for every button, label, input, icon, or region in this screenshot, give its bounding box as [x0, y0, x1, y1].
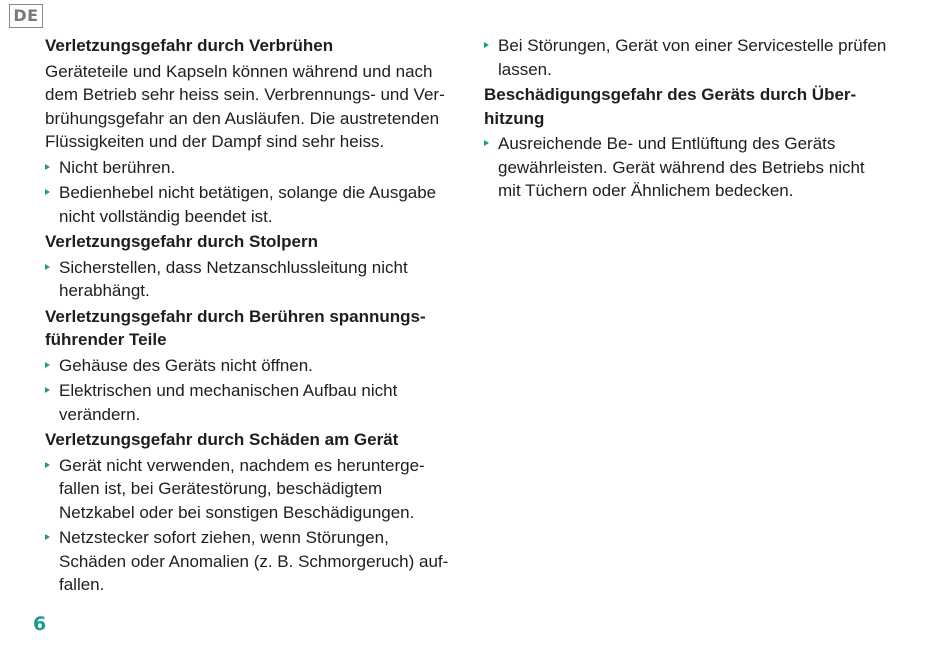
list-item	[484, 34, 909, 81]
list-item	[45, 181, 470, 228]
scalding-instructions	[45, 156, 470, 229]
list-item	[45, 526, 470, 597]
section-heading-device-damage: Verletzungsgefahr durch Schäden am Gerät	[45, 430, 399, 449]
text-line: Beschädigungsgefahr des Geräts durch Über-	[484, 85, 857, 104]
triangle-bullet-icon	[45, 387, 50, 393]
text-line: fallen.	[59, 575, 105, 594]
left-column	[45, 34, 470, 599]
text-line: Schäden oder Anomalien (z. B. Schmorgeruch) auf-	[59, 551, 449, 571]
live-parts-instructions	[45, 354, 470, 427]
page-number: 6	[33, 613, 47, 635]
text-line: herabhängt.	[59, 281, 150, 300]
text-line: hitzung	[484, 108, 545, 128]
list-item	[45, 156, 470, 180]
text-line: Gerät nicht verwenden, nachdem es herunterge-	[59, 455, 425, 475]
text-line: dem Betrieb sehr heiss sein. Verbrennungs- und Ver-	[45, 85, 445, 104]
text-line: verändern.	[59, 404, 141, 424]
triangle-bullet-icon	[45, 462, 50, 468]
text-line: gewährleisten. Gerät während des Betriebs nicht	[498, 157, 865, 177]
text-line: Verletzungsgefahr durch Berühren spannungs-	[45, 306, 426, 326]
list-item	[45, 256, 470, 303]
section-heading-overheating	[484, 83, 909, 130]
triangle-bullet-icon	[45, 534, 50, 540]
device-damage-instructions	[45, 454, 470, 597]
list-item	[45, 379, 470, 426]
scalding-description	[45, 60, 470, 154]
text-line: mit Tüchern oder Ähnlichem bedecken.	[498, 181, 794, 200]
triangle-bullet-icon	[45, 189, 50, 195]
triangle-bullet-icon	[45, 164, 50, 170]
text-line: fallen ist, bei Gerätestörung, beschädigtem	[59, 479, 383, 498]
text-line: Sicherstellen, dass Netzanschlussleitung nicht	[59, 257, 408, 277]
text-line: Geräteteile und Kapseln können während und nach	[45, 61, 433, 81]
section-heading-live-parts	[45, 305, 470, 352]
text-line: Bedienhebel nicht betätigen, solange die Ausgabe	[59, 183, 437, 202]
text-line: Netzkabel oder bei sonstigen Beschädigungen.	[59, 502, 415, 522]
triangle-bullet-icon	[45, 362, 50, 368]
text-line: Elektrischen und mechanischen Aufbau nicht	[59, 381, 398, 400]
text-line: Netzstecker sofort ziehen, wenn Störungen,	[59, 528, 389, 547]
right-column	[484, 34, 909, 205]
service-instructions	[484, 34, 909, 81]
text-line: Ausreichende Be- und Entlüftung des Geräts	[498, 134, 836, 153]
text-line: lassen.	[498, 59, 552, 79]
triangle-bullet-icon	[484, 42, 489, 48]
section-heading-tripping: Verletzungsgefahr durch Stolpern	[45, 232, 318, 251]
triangle-bullet-icon	[45, 264, 50, 270]
list-item	[484, 132, 909, 203]
list-item	[45, 454, 470, 525]
section-heading-scalding: Verletzungsgefahr durch Verbrühen	[45, 36, 334, 55]
triangle-bullet-icon	[484, 140, 489, 146]
text-line: Bei Störungen, Gerät von einer Servicestelle prüfen	[498, 36, 887, 55]
text-line: Gehäuse des Geräts nicht öffnen.	[59, 355, 313, 375]
text-line: nicht vollständig beendet ist.	[59, 206, 273, 226]
text-line: brühungsgefahr an den Ausläufen. Die austretenden	[45, 108, 440, 128]
overheating-instructions	[484, 132, 909, 203]
language-badge: DE	[9, 4, 43, 28]
tripping-instructions	[45, 256, 470, 303]
text-line: führender Teile	[45, 330, 167, 349]
text-line: Nicht berühren.	[59, 157, 176, 177]
list-item	[45, 354, 470, 378]
text-line: Flüssigkeiten und der Dampf sind sehr heiss.	[45, 132, 385, 151]
